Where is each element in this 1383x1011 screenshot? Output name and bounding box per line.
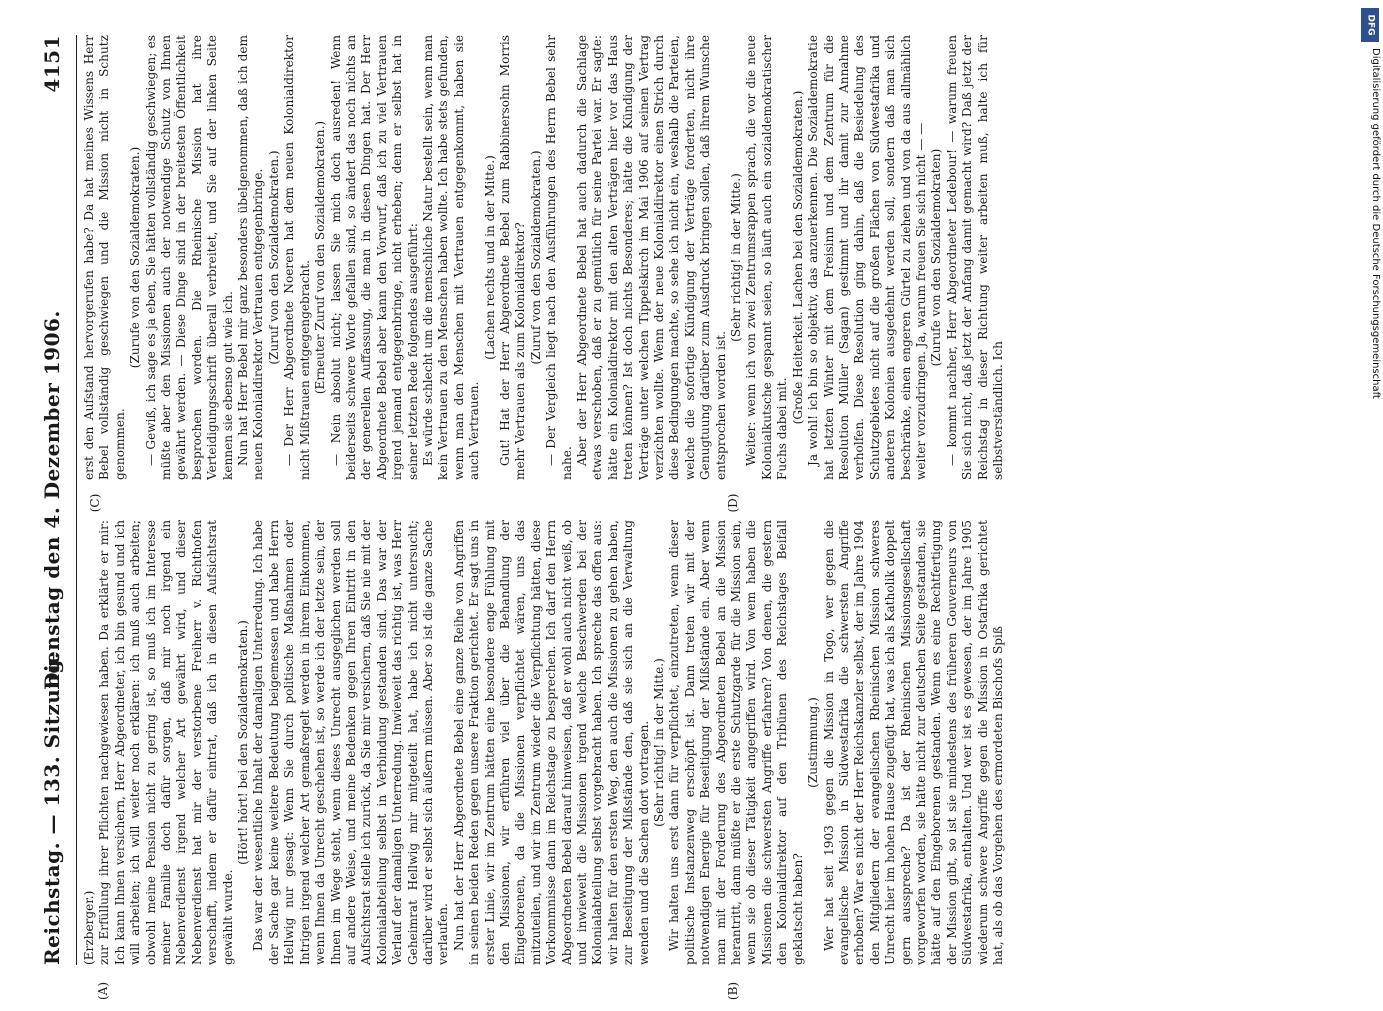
paragraph: Nun hat der Herr Abgeordnete Bebel eine ganze Reihe von Angriffen in seinen beiden Reden gegen unsere Fraktion gerichtet. Er sagt uns in erster Linie, wir im Zentrum hätten eine besondere enge Fühlung mit den Missionen, wir erführen viel über die Behandlung der Eingeborenen, da die Missionen verpflichtet wären, uns das mitzuteilen, und wir im Zentrum wieder die Verpflichtung hätten, diese Vorkommnisse dann im Reichstage zu besprechen. Ich darf den Herrn Abgeordneten Bebel darauf hinweisen, daß er wohl auch nicht weiß, ob und inwieweit die Missionen irgend welche Beschwerden bei der Kolonialabteilung selbst vorgebracht haben. Ich spreche das offen aus: wir halten für den ersten Weg, den auch die Missionen zu gehen haben, zur Beseitigung der Mißstände den, daß sie sich an die Verwaltung wenden und die Sachen dort vortragen.	[451, 520, 651, 965]
paragraph: Das war der wesentliche Inhalt der damaligen Unterredung. Ich habe der Sache gar keine weitere Bedeutung beigemessen und habe Herrn Hellwig nur gesagt: Wenn Sie durch politische Maßnahmen oder Intrigen irgend welcher Art gemaßregelt werden in ihrem Einkommen, wenn Ihnen da Unrecht geschehen ist, so werde ich der letzte sein, der Ihnen im Wege steht, wenn dieses Unrecht ausgeglichen werden soll auf andere Weise, und meine Bedenken gegen Ihren Eintritt in den Aufsichtsrat stelle ich zurück, da Sie mir versichern, daß Sie nie mit der Kolonialabteilung selbst in Verbindung gestanden sind. Das war der Verlauf der damaligen Unterredung. Inwieweit das richtig ist, was Herr Geheimrat Hellwig mir mitgeteilt hat, habe ich nicht untersucht; darüber wird er selbst sich äußern müssen. Aber so ist die ganze Sache verlaufen.	[251, 520, 451, 965]
interjection: (Zustimmung.)	[806, 697, 821, 788]
margin-mark-a: (A)	[96, 981, 110, 1001]
paragraph: Wir halten uns erst dann für verpflichtet, einzutreten, wenn dieser politische Instanzenweg erschöpft ist. Dann treten wir mit der notwendigen Energie für Beseitigung der Mißstände ein. Aber wenn man mit der Forderung des Abgeordneten Bebel an die Mission herantritt, dann müßte er die erste Schutzgarde für die Mission sein, wenn sie ob dieser Tätigkeit angegriffen wird. Von wem haben die Missionen die schwersten Angriffe erfahren? Von denen, die gestern den Kolonialdirektor auf den Tribünen des Reichstages Beifall geklatscht haben?	[667, 520, 805, 965]
interjection: (Zurufe von den Sozialdemokraten.)	[128, 146, 143, 369]
page-number: 4151	[40, 35, 64, 93]
left-text-column	[82, 520, 1316, 965]
paragraph: Wer hat seit 1903 gegen die Mission in Togo, wer gegen die evangelische Mission in Südwestafrika die schwersten Angriffe erhoben? War es nicht der Herr Reichskanzler selbst, der im Jahre 1904 den Mitgliedern der evangelischen Rheinischen Mission schweres Unrecht hier im hohen Hause zugefügt hat, was ich als Katholik doppelt gern ausspreche? Da ist der Rheinischen Missionsgesellschaft vorgeworfen worden, sie hätte nicht zur deutschen Seite gestanden, sie hätte auf den Eingeborenen gestanden. Wenn es eine Rechtfertigung der Mission gibt, so ist sie mindestens des früheren Gouverneurs von Südwestafrika, enthalten. Und wer ist es gewesen, der im Jahre 1905 wiederum schwere Angriffe gegen die Mission in Ostafrika gerichtet hat, als ob das Vorgehen des ermordeten Bischofs Spiß	[821, 520, 1005, 965]
interjection: (Zuruf von den Sozialdemokraten.)	[528, 150, 543, 365]
dfg-logo: DFG	[1361, 8, 1379, 42]
paragraph: — kommt nachher, Herr Abgeordneter Ledebour! — warum freuen Sie sich nicht, daß jetzt der Anfang damit gemacht wird? Daß jetzt der Reichstag in dieser Richtung weiter arbeiten muß, halte ich für selbstverständlich. Ich	[944, 35, 1005, 480]
paragraph: — Der Herr Abgeordnete Noeren hat dem neuen Kolonialdirektor nicht Mißtrauen entgegengebracht.	[282, 35, 312, 480]
interjection: (Sehr richtig! in der Mitte.)	[729, 173, 744, 342]
paragraph: erst den Aufstand hervorgerufen habe? Da hat meines Wissens Herr Bebel vollständig geschwiegen und die Mission nicht in Schutz genommen.	[82, 35, 127, 480]
interjection: (Zurufe von den Sozialdemokraten)	[929, 148, 944, 367]
paragraph: Gut! Hat der Herr Abgeordnete Bebel zum Rabbinersohn Morris mehr Vertrauen als zum Kolonialdirektor?	[497, 35, 528, 480]
header-rule	[76, 35, 77, 965]
paragraph: Weiter: wenn ich von zwei Zentrumsrappen sprach, die vor die neue Kolonialkutsche gespannt seien, so läuft auch ein sozialdemokratischer Fuchs dabei mit.	[744, 35, 790, 480]
interjection: (Lachen rechts und in der Mitte.)	[482, 155, 497, 360]
interjection: (Hört! hört! bei den Sozialdemokraten.)	[236, 620, 251, 865]
interjection: (Große Heiterkeit. Lachen bei den Sozialdemokraten.)	[790, 90, 805, 425]
paragraph: Nun hat Herr Bebel mir ganz besonders übelgenommen, daß ich dem neuen Kolonialdirektor Vertrauen entgegenbringe.	[236, 35, 266, 480]
header-left: Reichstag. — 133. Sitzung.	[40, 651, 64, 965]
paragraph: Ja wohl! ich bin so objektiv, das anzuerkennen. Die Sozialdemokratie hat letzten Winter mit dem Freisinn und dem Zentrum für die Resolution Müller (Sagan) gestimmt und ihr damit zur Annahme verholfen. Diese Resolution ging dahin, daß die Besiedelung des Schutzgebietes nicht auf die großen Flächen von Südwestafrika und anderen Kolonien ausgedehnt werden soll, sondern daß man sich beschränke, einen engeren Gürtel zu ziehen und von da aus allmählich weiter vorzudringen. Ja, warum freuen Sie sich nicht — —	[806, 35, 928, 480]
paragraph: — Nein absolut nicht; lassen Sie mich doch ausreden! Wenn beiderseits schwere Worte gefallen sind, so ändert das noch nichts an der generellen Auffassung, die man in diesen Dingen hat. Der Herr Abgeordnete Bebel aber kann den Vorwurf, daß ich zu viel Vertrauen irgend jemand entgegenbringe, nicht erheben; denn er selbst hat in seiner letzten Rede folgendes ausgeführt:	[328, 35, 420, 480]
paragraph: — Gewiß, ich sage es ja eben, Sie hätten vollständig geschwiegen; es müßte aber den Missionen auch der notwendige Schutz von Ihnen gewährt werden. — Diese Dinge sind in der breitesten Öffentlichkeit besprochen worden. Die Rheinische Mission hat ihre Verteidigungsschrift überall verbreitet, und Sie auf der linken Seite kennen sie ebenso gut wie ich.	[143, 35, 235, 480]
digitization-sidebar	[1359, 4, 1381, 996]
margin-mark-c: (C)	[88, 493, 102, 513]
right-text-column	[82, 35, 1316, 480]
paragraph: zur Erfüllung ihrer Pflichten nachgewiesen haben. Da erklärte er mir: Ich kann Ihnen versichern, Herr Abgeordneter, ich bin gesund und ich will arbeiten; ich will weiter noch erklären: ich muß auch arbeiten; obwohl meine Pension nicht zu gering ist, so muß ich im Interesse meiner Familie doch dafür sorgen, daß mir noch irgend ein Nebenverdienst irgend welcher Art gewährt wird, und dieser Nebenverdienst hat mir der verstorbene Freiherr v. Richthofen verschafft, indem er dafür eintrat, daß ich in diesen Aufsichtsrat gewählt wurde.	[97, 520, 235, 965]
funding-credit: Digitalisierung gefördert durch die Deutsche Forschungsgemeinschaft	[1370, 48, 1381, 399]
interjection: (Erneuter Zuruf von den Sozialdemokraten.)	[313, 120, 328, 395]
speaker-name: (Erzberger.)	[82, 890, 96, 965]
rotated-page	[26, 35, 1326, 1001]
margin-mark-d: (D)	[726, 493, 740, 513]
paragraph: — Der Vergleich liegt nach den Ausführungen des Herrn Bebel sehr nahe.	[544, 35, 574, 480]
paragraph: Aber der Herr Abgeordnete Bebel hat auch dadurch die Sachlage etwas verschoben, daß er zu gemütlich für seine Partei war. Er sagte: hätte ein Kolonialdirektor mit den alten Verträgen hier vor das Haus treten können? Ist doch nichts Besonderes; hätte die Kündigung der Verträge unter welchen Tippelskirch im Mai 1906 auf seinen Vertrag verzichten wollte. Wenn der neue Kolonialdirektor einen Strich durch diese Bedingungen machte, so sehe ich nicht ein, weshalb die Parteien, welche die sofortige Kündigung der Verträge forderten, nicht ihre Genugtuung darüber zum Ausdruck bringen sollen, daß ihrem Wunsche entsprochen worden ist.	[575, 35, 728, 480]
interjection: (Sehr richtig! in der Mitte.)	[652, 658, 667, 827]
page-header	[40, 35, 76, 965]
header-center-date: Dienstag den 4. Dezember 1906.	[40, 310, 64, 690]
quotation: Es würde schlecht um die menschliche Natur bestellt sein, wenn man kein Vertrauen zu den Menschen haben wollte. Ich habe stets gefunden, wenn man den Menschen mit Vertrauen entgegenkommt, haben sie auch Vertrauen.	[420, 35, 482, 480]
interjection: (Zuruf von den Sozialdemokraten.)	[266, 150, 281, 365]
margin-mark-b: (B)	[726, 981, 740, 1001]
